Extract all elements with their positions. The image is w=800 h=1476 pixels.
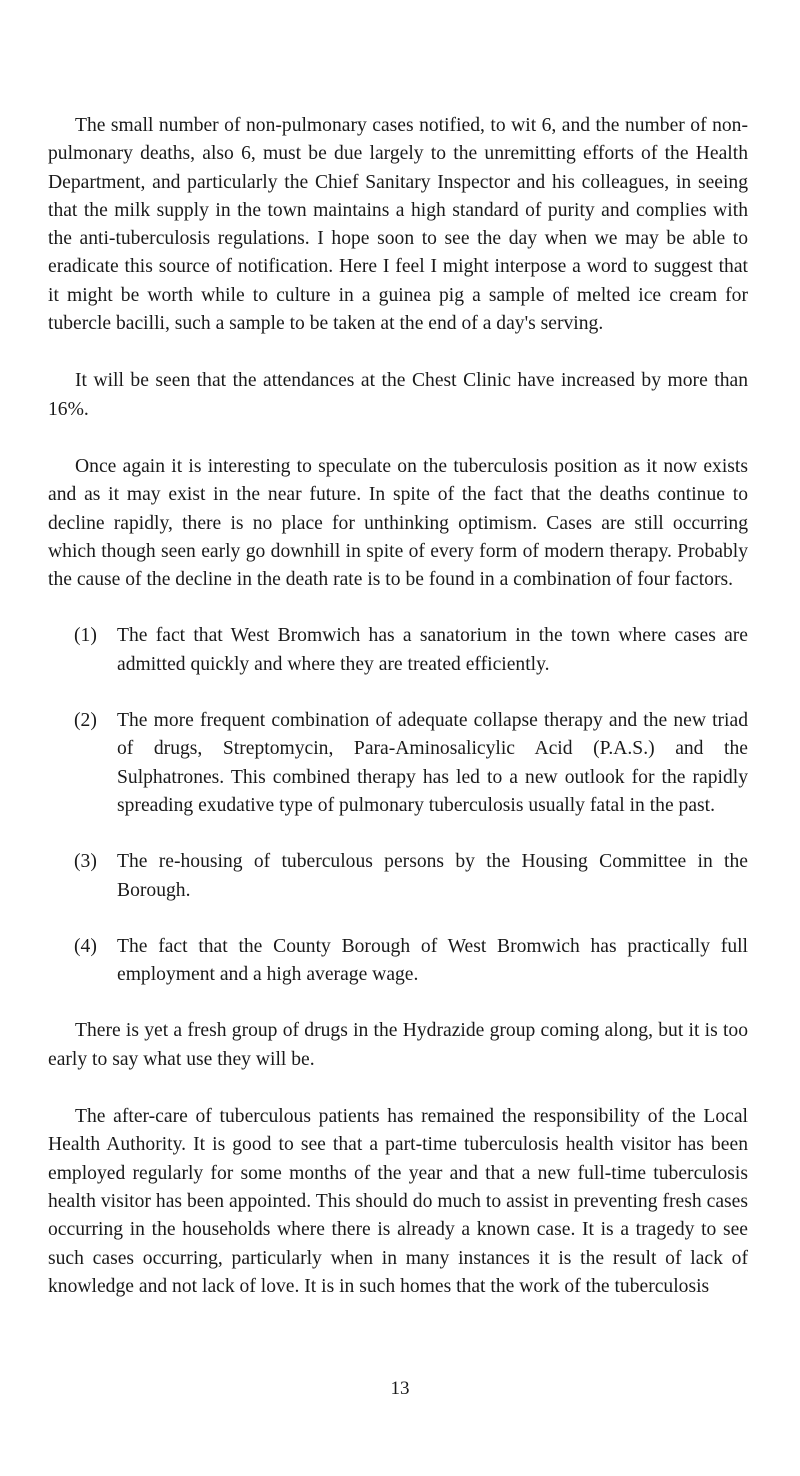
page-number: 13	[390, 1378, 410, 1399]
factor-text: The fact that the County Borough of West Bromwich has practically full employment and a high average wage.	[117, 935, 748, 986]
factor-item-4	[74, 933, 748, 990]
factor-item-3	[74, 848, 748, 905]
factor-text: The re-housing of tuberculous persons by the Housing Committee in the Borough.	[117, 851, 748, 901]
factor-number: (1)	[74, 625, 97, 647]
paragraph-hydrazide-drugs: There is yet a fresh group of drugs in the Hydrazide group coming along, but it is too early to say what use they will be.	[48, 1020, 748, 1070]
paragraph-tuberculosis-position: Once again it is interesting to speculate on the tuberculosis position as it now exists and as it may exist in the near future. In spite of the fact that the deaths continue to decline rapidly, there is no place for unthinking optimism. Cases are still occurring which though seen early go downhill in spite of every form of modern therapy. Probably the cause of the decline in the death rate is to be found in a combination of four factors.	[48, 455, 748, 591]
document-page	[48, 112, 748, 1301]
paragraph-chest-clinic: It will be seen that the attendances at the Chest Clinic have increased by more than 16%.	[48, 370, 748, 420]
factor-number: (2)	[74, 710, 97, 732]
factor-number: (4)	[74, 935, 97, 957]
factor-text: The more frequent combination of adequate collapse therapy and the new triad of drugs, Streptomycin, Para-Aminosalicylic Acid (P.A.S.) and the Sulphatrones. This combined therapy has led to a new outlook for the rapidly spreading exudative type of pulmonary tuberculosis usually fatal in the past.	[117, 710, 748, 816]
factor-item-1	[74, 622, 748, 679]
paragraph-non-pulmonary-cases: The small number of non-pulmonary cases notified, to wit 6, and the number of non-pulmonary deaths, also 6, must be due largely to the unremitting efforts of the Health Department, and particularly the Chief Sanitary Inspector and his colleagues, in seeing that the milk supply in the town maintains a high standard of purity and complies with the anti-tuberculosis regulations. I hope soon to see the day when we may be able to eradicate this source of notification. Here I feel I might interpose a word to suggest that it might be worth while to culture in a guinea pig a sample of melted ice cream for tubercle bacilli, such a sample to be taken at the end of a day's serving.	[48, 115, 748, 335]
factor-text: The fact that West Bromwich has a sanatorium in the town where cases are admitted quickly and where they are treated efficiently.	[117, 625, 748, 675]
factor-number: (3)	[74, 851, 97, 873]
factor-item-2	[74, 707, 748, 820]
paragraph-after-care: The after-care of tuberculous patients has remained the responsibility of the Local Health Authority. It is good to see that a part-time tuberculosis health visitor has been employed regularly for some months of the year and that a new full-time tuberculosis health visitor has been appointed. This should do much to assist in preventing fresh cases occurring in the households where there is already a known case. It is a tragedy to see such cases occurring, particularly when in many instances it is the result of lack of knowledge and not lack of love. It is in such homes that the work of the tuberculosis	[48, 1106, 748, 1297]
